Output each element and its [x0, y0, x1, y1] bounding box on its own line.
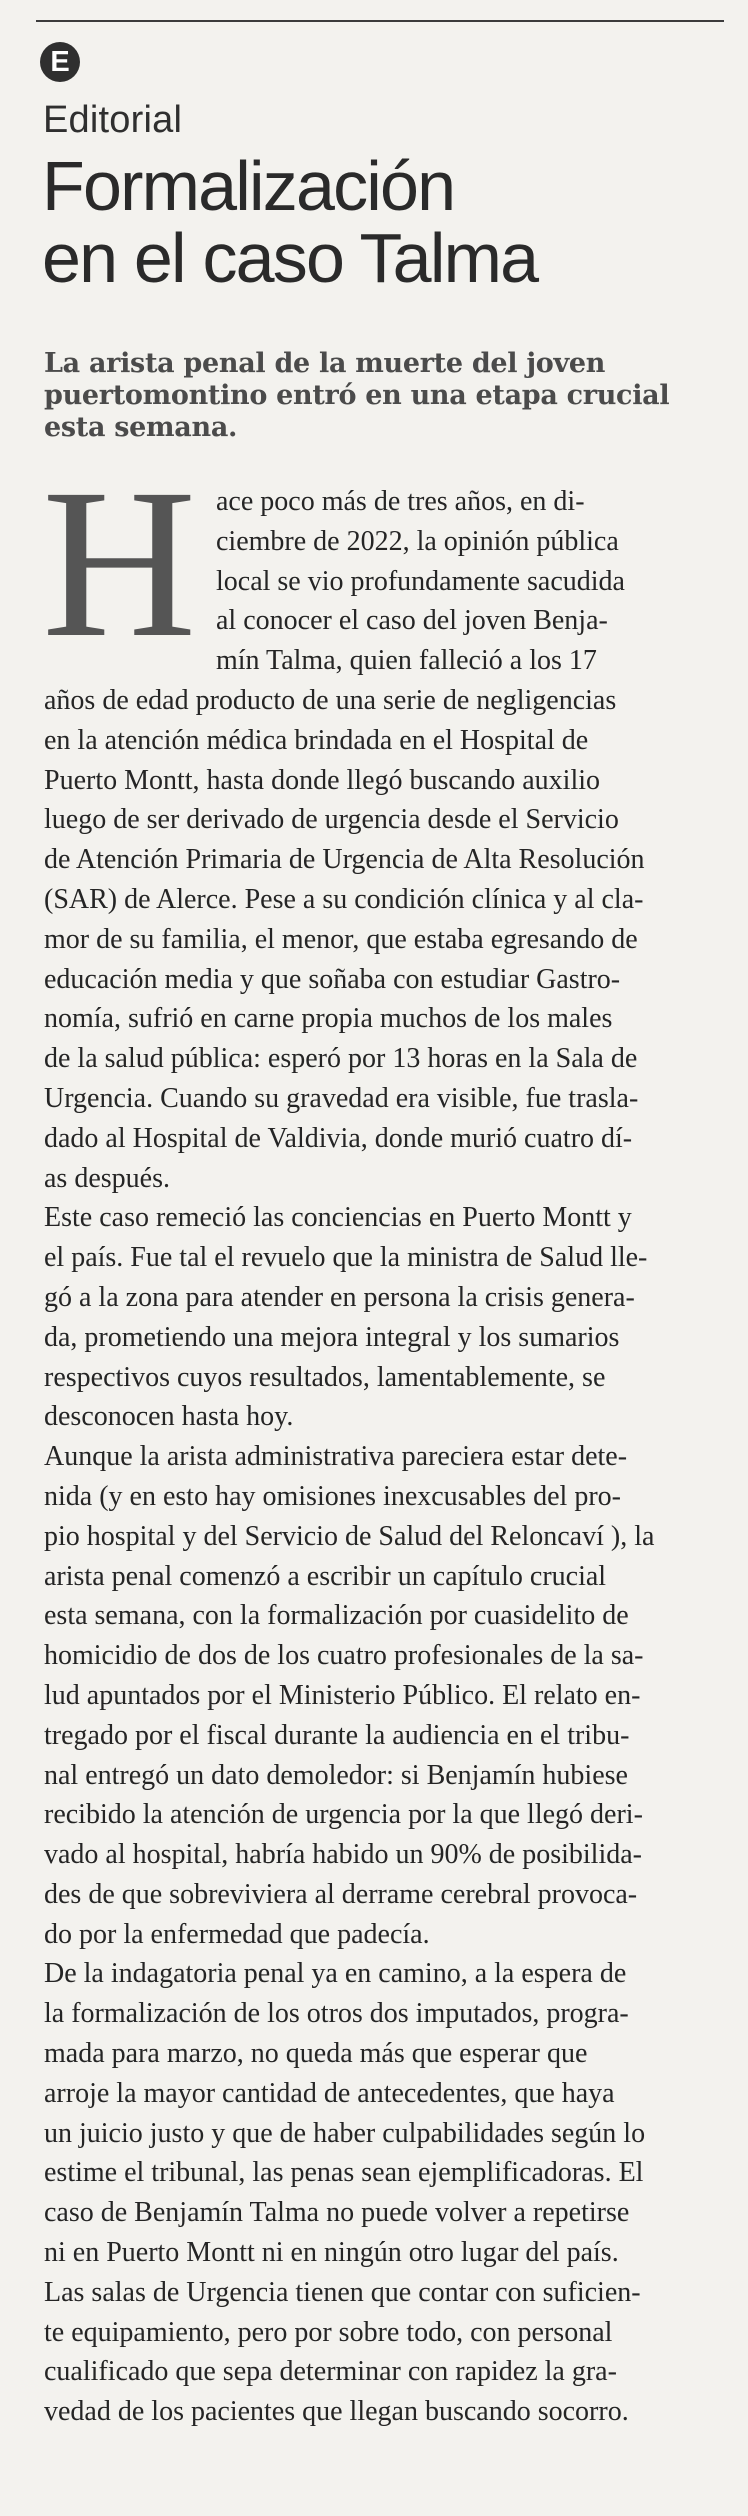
deck — [44, 348, 694, 444]
section-label: Editorial — [43, 99, 183, 141]
body-line: nida (y en esto hay omisiones inexcusables del pro- — [44, 1480, 621, 1512]
body-line: nomía, sufrió en carne propia muchos de los males — [44, 1003, 613, 1035]
body-line: nal entregó un dato demoledor: si Benjamín hubiese — [44, 1759, 628, 1791]
body-line: de Atención Primaria de Urgencia de Alta Resolución — [44, 844, 645, 876]
body-line: el país. Fue tal el revuelo que la ministra de Salud lle- — [44, 1242, 648, 1274]
deck-line: puertomontino entró en una etapa crucial — [44, 380, 670, 411]
body-line: da, prometiendo una mejora integral y los sumarios — [44, 1321, 620, 1353]
body-line: estime el tribunal, las penas sean ejemplificadoras. El — [44, 2157, 644, 2189]
body-line: do por la enfermedad que padecía. — [44, 1918, 430, 1950]
body-line: pio hospital y del Servicio de Salud del Reloncaví ), la — [44, 1520, 655, 1552]
body-line: des de que sobreviviera al derrame cerebral provoca- — [44, 1878, 638, 1910]
body-line: ace poco más de tres años, en di- — [216, 486, 585, 517]
body-line: arista penal comenzó a escribir un capítulo crucial — [44, 1560, 607, 1592]
body-line: caso de Benjamín Talma no puede volver a repetirse — [44, 2197, 630, 2229]
body-line: luego de ser derivado de urgencia desde el Servicio — [44, 804, 619, 836]
body-line: Este caso remeció las conciencias en Puerto Montt y — [44, 1202, 632, 1234]
body-line: gó a la zona para atender en persona la crisis genera- — [44, 1281, 635, 1313]
body-line: mor de su familia, el menor, que estaba egresando de — [44, 923, 638, 955]
body-line: mada para marzo, no queda más que esperar que — [44, 2038, 588, 2070]
body-line: arroje la mayor cantidad de antecedentes, que haya — [44, 2077, 615, 2109]
article-body — [44, 482, 714, 2432]
drop-cap: H — [42, 470, 197, 658]
body-line: educación media y que soñaba con estudiar Gastro- — [44, 963, 621, 995]
body-line: desconocen hasta hoy. — [44, 1401, 294, 1433]
headline-line: Formalización — [42, 147, 455, 225]
headline-line: en el caso Talma — [42, 219, 538, 297]
body-line: al conocer el caso del joven Benja- — [216, 605, 608, 637]
body-line: local se vio profundamente sacudida — [216, 565, 625, 597]
top-rule — [36, 20, 724, 22]
body-line: tregado por el fiscal durante la audiencia en el tribu- — [44, 1719, 630, 1751]
body-line: lud apuntados por el Ministerio Público. El relato en- — [44, 1679, 641, 1711]
body-line: cualificado que sepa determinar con rapidez la gra- — [44, 2356, 617, 2388]
body-line: as después. — [44, 1162, 170, 1194]
body-line: de la salud pública: esperó por 13 horas en la Sala de — [44, 1043, 638, 1075]
deck-line: esta semana. — [44, 412, 238, 443]
body-line: en la atención médica brindada en el Hospital de — [44, 724, 589, 756]
body-line: respectivos cuyos resultados, lamentablemente, se — [44, 1361, 606, 1393]
body-line: homicidio de dos de los cuatro profesionales de la sa- — [44, 1640, 644, 1672]
body-line: vedad de los pacientes que llegan buscando socorro. — [44, 2396, 629, 2428]
body-line: recibido la atención de urgencia por la que llegó deri- — [44, 1799, 643, 1831]
body-line: ciembre de 2022, la opinión pública — [216, 525, 619, 557]
body-line: Aunque la arista administrativa pareciera estar dete- — [44, 1441, 628, 1473]
body-line: mín Talma, quien falleció a los 17 — [216, 645, 597, 677]
body-line: la formalización de los otros dos imputados, progra- — [44, 1998, 629, 2030]
body-line: un juicio justo y que de haber culpabilidades según lo — [44, 2117, 646, 2149]
body-line: esta semana, con la formalización por cuasidelito de — [44, 1600, 629, 1632]
body-line: De la indagatoria penal ya en camino, a la espera de — [44, 1958, 627, 1990]
body-line: vado al hospital, habría habido un 90% de posibilida- — [44, 1839, 642, 1871]
body-line: te equipamiento, pero por sobre todo, con personal — [44, 2316, 613, 2348]
body-line: años de edad producto de una serie de negligencias — [44, 684, 617, 716]
deck-line: La arista penal de la muerte del joven — [44, 348, 606, 379]
body-line: Urgencia. Cuando su gravedad era visible, fue trasla- — [44, 1082, 639, 1114]
body-line: Las salas de Urgencia tienen que contar con suficien- — [44, 2276, 641, 2308]
body-line: Puerto Montt, hasta donde llegó buscando auxilio — [44, 764, 601, 796]
body-line: ni en Puerto Montt ni en ningún otro lugar del país. — [44, 2237, 619, 2269]
section-badge-icon: E — [40, 42, 80, 82]
body-line: dado al Hospital de Valdivia, donde murió cuatro dí- — [44, 1122, 633, 1154]
headline — [42, 147, 692, 297]
body-line: (SAR) de Alerce. Pese a su condición clínica y al cla- — [44, 883, 644, 915]
